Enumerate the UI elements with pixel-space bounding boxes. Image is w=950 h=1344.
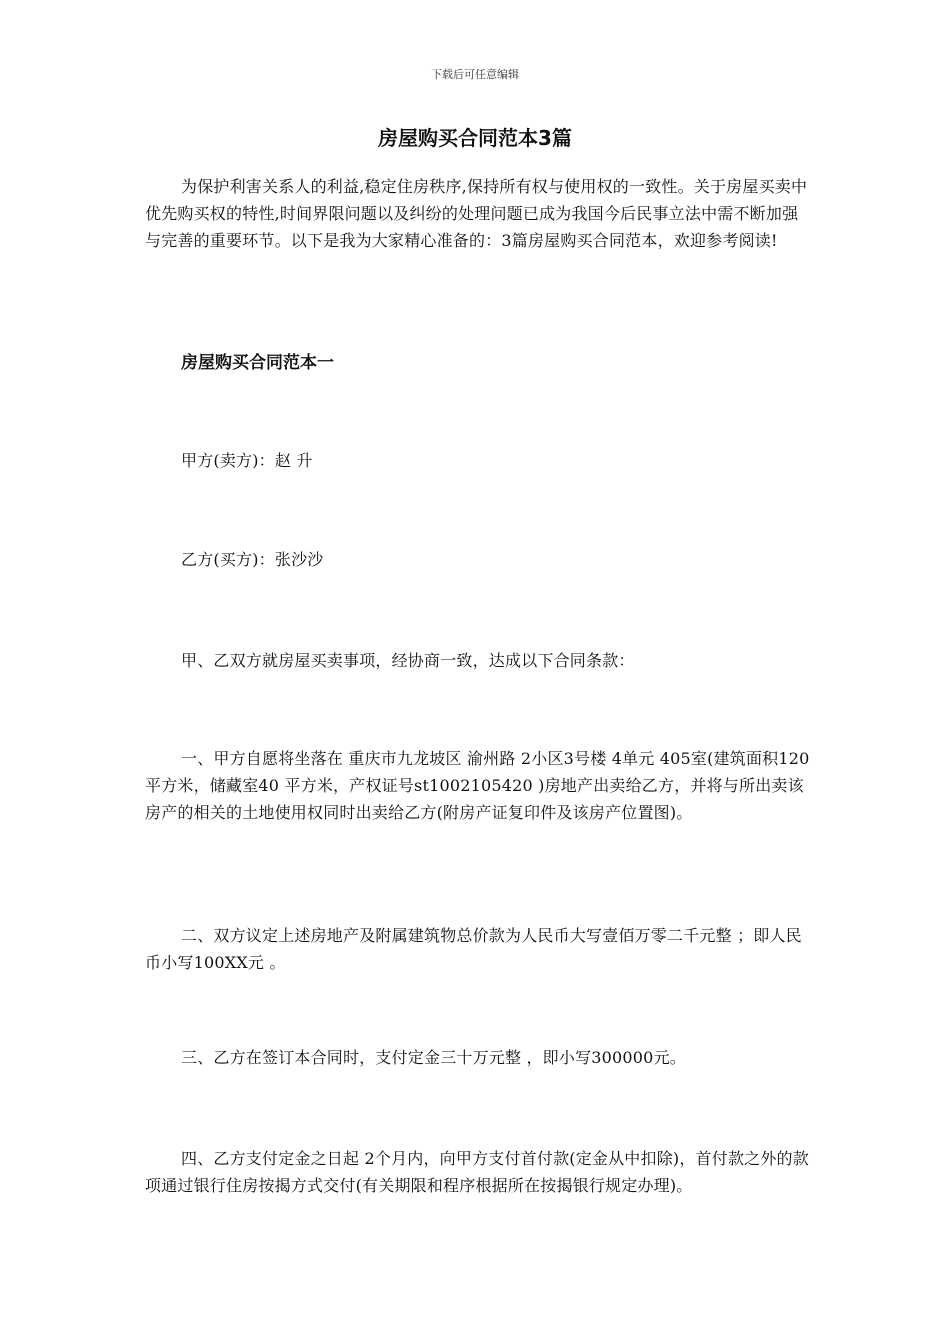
preamble: 甲、乙双方就房屋买卖事项，经协商一致，达成以下合同条款： (181, 651, 635, 670)
document-title: 房屋购买合同范本3篇 (378, 126, 572, 150)
clause-1: 一、甲方自愿将坐落在 重庆市九龙坡区 渝州路 2小区3号楼 4单元 405室(建筑面积120平方米，储藏室40 平方米，产权证号st1002105420 )房地产出卖给乙方，并将与所出卖该房产的相关的土地使用权同时出卖给乙方(附房产证复印件及该房产位置图)。 (145, 749, 810, 822)
party-b: 乙方(买方)：张沙沙 (181, 550, 324, 569)
intro-paragraph: 为保护利害关系人的利益,稳定住房秩序,保持所有权与使用权的一致性。关于房屋买卖中优先购买权的特性,时间界限问题以及纠纷的处理问题已成为我国今后民事立法中需不断加强与完善的重要环节。以下是我为大家精心准备的：3篇房屋购买合同范本，欢迎参考阅读! (145, 177, 808, 250)
section-heading: 房屋购买合同范本一 (181, 353, 334, 373)
header-note: 下载后可任意编辑 (431, 68, 519, 81)
clause-3: 三、乙方在签订本合同时，支付定金三十万元整 ，即小写300000元。 (181, 1048, 686, 1067)
clause-2: 二、双方议定上述房地产及附属建筑物总价款为人民币大写壹佰万零二千元整 ；即人民币小写100XX元 。 (145, 926, 802, 972)
clause-4: 四、乙方支付定金之日起 2个月内，向甲方支付首付款(定金从中扣除)，首付款之外的款项通过银行住房按揭方式交付(有关期限和程序根据所在按揭银行规定办理)。 (145, 1149, 809, 1195)
party-a: 甲方(卖方)：赵 升 (181, 451, 313, 470)
